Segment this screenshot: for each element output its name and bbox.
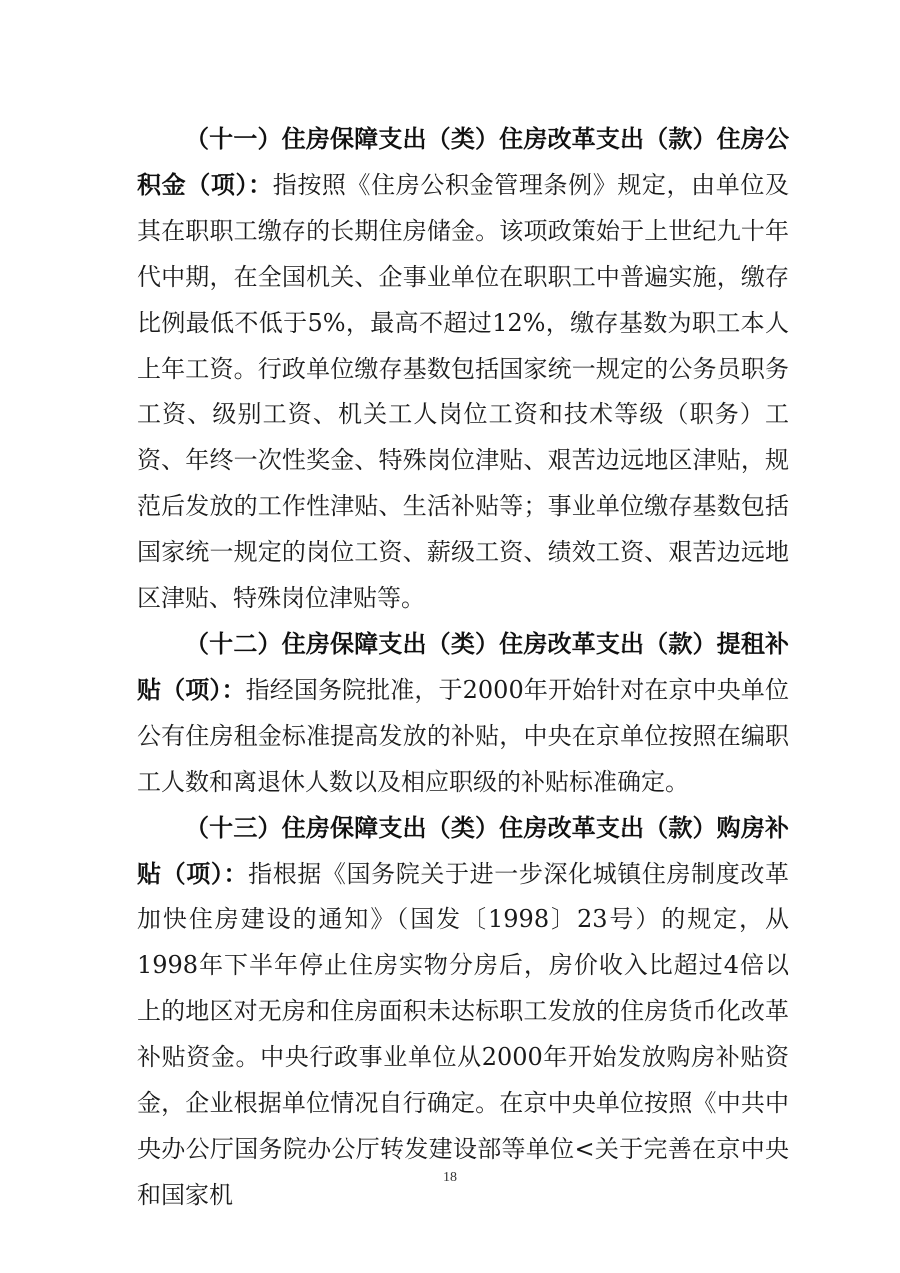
page-number: 18	[443, 1170, 457, 1185]
section-heading: （十三）住房保障支出（类）住房改革支出（款）购房补贴（项）：	[137, 813, 789, 888]
section-housing-provident-fund	[137, 117, 789, 622]
section-body: 指按照《住房公积金管理条例》规定，由单位及其在职职工缴存的长期住房储金。该项政策始于上世纪九十年代中期，在全国机关、企事业单位在职职工中普遍实施，缴存比例最低不低于5%，最高不超过12%，缴存基数为职工本人上年工资。行政单位缴存基数包括国家统一规定的公务员职务工资、级别工资、机关工人岗位工资和技术等级（职务）工资、年终一次性奖金、特殊岗位津贴、艰苦边远地区津贴，规范后发放的工作性津贴、生活补贴等；事业单位缴存基数包括国家统一规定的岗位工资、薪级工资、绩效工资、艰苦边远地区津贴、特殊岗位津贴等。	[137, 170, 790, 613]
section-body: 指经国务院批准，于2000年开始针对在京中央单位公有住房租金标准提高发放的补贴，中央在京单位按照在编职工人数和离退休人数以及相应职级的补贴标准确定。	[137, 675, 790, 796]
section-housing-purchase-subsidy	[137, 806, 789, 1219]
section-heading: （十一）住房保障支出（类）住房改革支出（款）住房公积金（项）：	[137, 125, 789, 199]
section-rent-subsidy	[137, 622, 789, 806]
document-body	[137, 117, 789, 1219]
section-body: 指根据《国务院关于进一步深化城镇住房制度改革加快住房建设的通知》（国发〔1998〕23号）的规定，从1998年下半年停止住房实物分房后，房价收入比超过4倍以上的地区对无房和住房面积未达标职工发放的住房货币化改革补贴资金。中央行政事业单位从2000年开始发放购房补贴资金，企业根据单位情况自行确定。在京中央单位按照《中共中央办公厅国务院办公厅转发建设部等单位<关于完善在京中央和国家机	[137, 859, 789, 1209]
section-heading: （十二）住房保障支出（类）住房改革支出（款）提租补贴（项）：	[137, 629, 789, 704]
